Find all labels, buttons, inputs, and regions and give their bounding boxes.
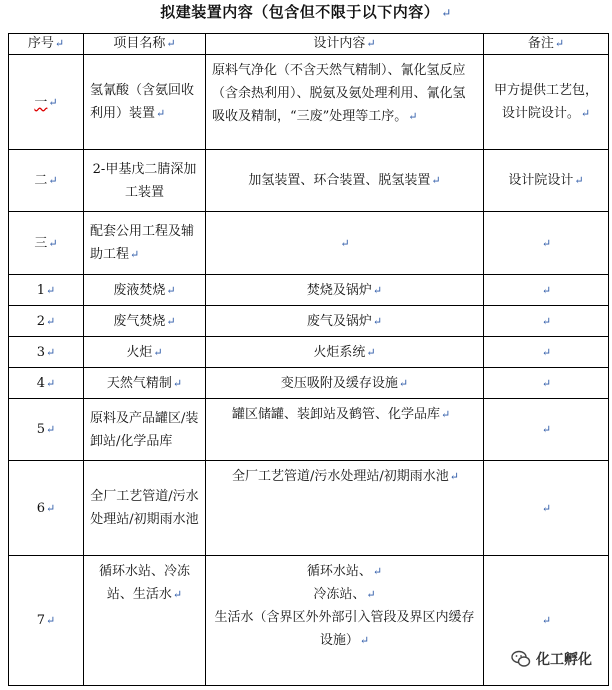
table-row <box>9 212 609 275</box>
document-title: 拟建装置内容（包含但不限于以下内容） ↵ <box>160 3 452 21</box>
row-no: 6↵ <box>9 461 84 556</box>
device-table <box>8 33 609 686</box>
row-name: 循环水站、冷冻站、生活水↵ <box>84 556 206 686</box>
wechat-icon <box>511 650 531 668</box>
row-no: 7↵ <box>9 556 84 686</box>
row-no: 三↵ <box>9 212 84 275</box>
row-no: 2↵ <box>9 306 84 337</box>
row-name: 配套公用工程及辅助工程↵ <box>84 212 206 275</box>
header-content: 设计内容↵ <box>206 34 484 55</box>
table-row <box>9 368 609 399</box>
watermark-text: 化工孵化 <box>536 652 592 668</box>
row-name: 火炬↵ <box>84 337 206 368</box>
content-line: 循环水站、↵ <box>306 564 383 579</box>
row-name: 废气焚烧↵ <box>84 306 206 337</box>
row-name: 天然气精制↵ <box>84 368 206 399</box>
row-note: ↵ <box>484 368 609 399</box>
content-line: 冷冻站、↵ <box>313 587 376 602</box>
row-name: 氢氰酸（含氨回收利用）装置↵ <box>84 55 206 150</box>
table-header-row <box>9 34 609 55</box>
watermark <box>511 648 592 670</box>
row-name: 原料及产品罐区/装卸站/化学品库 <box>84 399 206 461</box>
table-row <box>9 337 609 368</box>
row-note: ↵ <box>484 212 609 275</box>
table-row <box>9 275 609 306</box>
row-note: 甲方提供工艺包，设计院设计。↵ <box>484 55 609 150</box>
row-note: 设计院设计↵ <box>484 150 609 212</box>
row-name: 2-甲基戊二腈深加工装置 <box>84 150 206 212</box>
table-row <box>9 55 609 150</box>
row-content: 加氢装置、环合装置、脱氢装置↵ <box>206 150 484 212</box>
row-content: 焚烧及锅炉↵ <box>206 275 484 306</box>
header-note: 备注↵ <box>484 34 609 55</box>
row-no: 一↵ <box>9 55 84 150</box>
row-name: 废液焚烧↵ <box>84 275 206 306</box>
table-row <box>9 150 609 212</box>
table-row <box>9 306 609 337</box>
row-no: 二↵ <box>9 150 84 212</box>
row-note: ↵ <box>484 461 609 556</box>
table-row <box>9 461 609 556</box>
row-content: 变压吸附及缓存设施↵ <box>206 368 484 399</box>
row-note: ↵ <box>484 306 609 337</box>
row-note: ↵ <box>484 275 609 306</box>
row-content <box>206 556 484 686</box>
row-content: 废气及锅炉↵ <box>206 306 484 337</box>
row-content: 全厂工艺管道/污水处理站/初期雨水池↵ <box>206 461 484 556</box>
row-note: ↵ <box>484 399 609 461</box>
row-no: 5↵ <box>9 399 84 461</box>
row-no: 4↵ <box>9 368 84 399</box>
row-no: 1↵ <box>9 275 84 306</box>
row-content: 罐区储罐、装卸站及鹤管、化学品库↵ <box>206 399 484 461</box>
row-content: 火炬系统↵ <box>206 337 484 368</box>
row-note: ↵ <box>484 337 609 368</box>
row-content: ↵ <box>206 212 484 275</box>
row-content: 原料气净化（不含天然气精制）、氰化氢反应（含余热利用）、脱氨及氨处理利用、氰化氢吸收及精制，“三废”处理等工序。↵ <box>206 55 484 150</box>
row-name: 全厂工艺管道/污水处理站/初期雨水池 <box>84 461 206 556</box>
row-note: ↵ <box>484 556 609 686</box>
header-no: 序号↵ <box>9 34 84 55</box>
header-name: 项目名称↵ <box>84 34 206 55</box>
table-row <box>9 399 609 461</box>
content-line: 生活水（含界区外外部引入管段及界区内缓存设施）↵ <box>214 610 475 648</box>
row-no: 3↵ <box>9 337 84 368</box>
